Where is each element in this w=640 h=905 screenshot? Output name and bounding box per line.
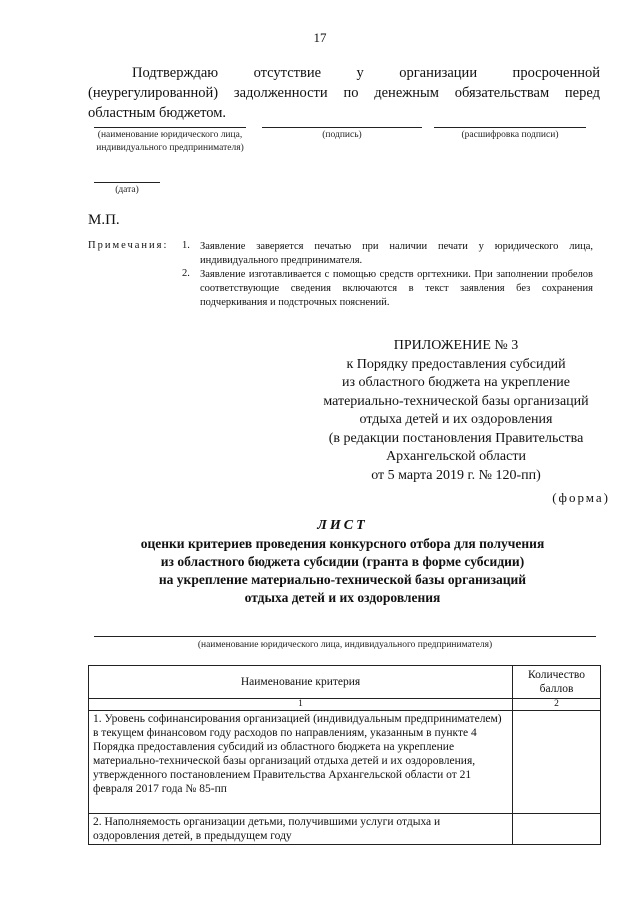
points-cell <box>513 814 601 845</box>
date-caption: (дата) <box>115 185 139 195</box>
form-label: (форма) <box>552 490 610 505</box>
appendix-line: отдыха детей и их оздоровления <box>359 412 553 427</box>
column-number: 2 <box>513 699 601 711</box>
org-signature-line <box>94 127 246 128</box>
title-line: на укрепление материально-технической базы организаций <box>158 572 527 587</box>
page-number: 17 <box>313 30 327 45</box>
title-line: оценки критериев проведения конкурсного отбора для получения <box>140 536 545 551</box>
table-row <box>89 711 601 814</box>
appendix-line: Архангельской области <box>386 449 526 464</box>
column-header-criterion: Наименование критерия <box>89 666 513 699</box>
appendix-line: материально-технической базы организаций <box>323 393 589 409</box>
criterion-cell: 1. Уровень софинансирования организацией (индивидуальным предпринимателем) в текущем финансовом году расходов по направлениям, указанным в пункте 4 Порядка предоставления субсидий из областного бюджета на укрепление материально-технической базы организаций отдыха детей и их оздоровления, утвержденного постановлением Правительства Архангельской области от 21 февраля 2017 года № 85-пп <box>89 711 513 814</box>
org-name-caption: (наименование юридического лица, индивидуального предпринимателя) <box>197 640 493 650</box>
stamp-place: М.П. <box>88 212 120 228</box>
signature-line <box>262 127 422 128</box>
note-text: Заявление изготавливается с помощью средств оргтехники. При заполнении пробелов соответствующие сведения включаются в текст заявления без сохранения подчеркивания и подстрочных пояснений. <box>200 269 593 308</box>
confirmation-text: Подтверждаю отсутствие у организации просроченной (неурегулированной) задолженности по денежным обязательствам перед областным бюджетом. <box>88 65 600 121</box>
note-text: Заявление заверяется печатью при наличии печати у юридического лица, индивидуального предпринимателя. <box>200 241 593 266</box>
column-header-points: Количество баллов <box>513 666 601 699</box>
date-line <box>94 182 160 183</box>
notes-label: Примечания: <box>88 240 169 251</box>
document-title <box>120 516 565 607</box>
signature-caption: (подпись) <box>322 130 362 140</box>
decoding-line <box>434 127 586 128</box>
criterion-cell: 2. Наполняемость организации детьми, получившими услуги отдыха и оздоровления детей, в предыдущем году <box>89 814 513 845</box>
appendix-line: из областного бюджета на укрепление <box>341 375 571 390</box>
decoding-caption: (расшифровка подписи) <box>461 130 559 140</box>
org-name-line <box>94 636 596 637</box>
appendix-line: ПРИЛОЖЕНИЕ № 3 <box>393 338 519 353</box>
note-number: 1. <box>182 240 190 251</box>
title-word: ЛИСТ <box>317 518 368 533</box>
column-number: 1 <box>89 699 513 711</box>
org-name-caption: (наименование юридического лица, индивидуального предпринимателя) <box>96 130 244 153</box>
title-line: из областного бюджета субсидии (гранта в форме субсидии) <box>160 554 525 569</box>
table-row <box>89 814 601 845</box>
appendix-header <box>300 337 612 485</box>
title-line: отдыха детей и их оздоровления <box>244 590 441 605</box>
criteria-table <box>88 665 601 845</box>
table-number-row <box>89 699 601 711</box>
appendix-line: к Порядку предоставления субсидий <box>346 356 566 372</box>
note-number: 2. <box>182 268 190 279</box>
appendix-line: от 5 марта 2019 г. № 120-пп) <box>371 467 541 483</box>
points-cell <box>513 711 601 814</box>
table-header-row <box>89 666 601 699</box>
appendix-line: (в редакции постановления Правительства <box>328 430 584 446</box>
